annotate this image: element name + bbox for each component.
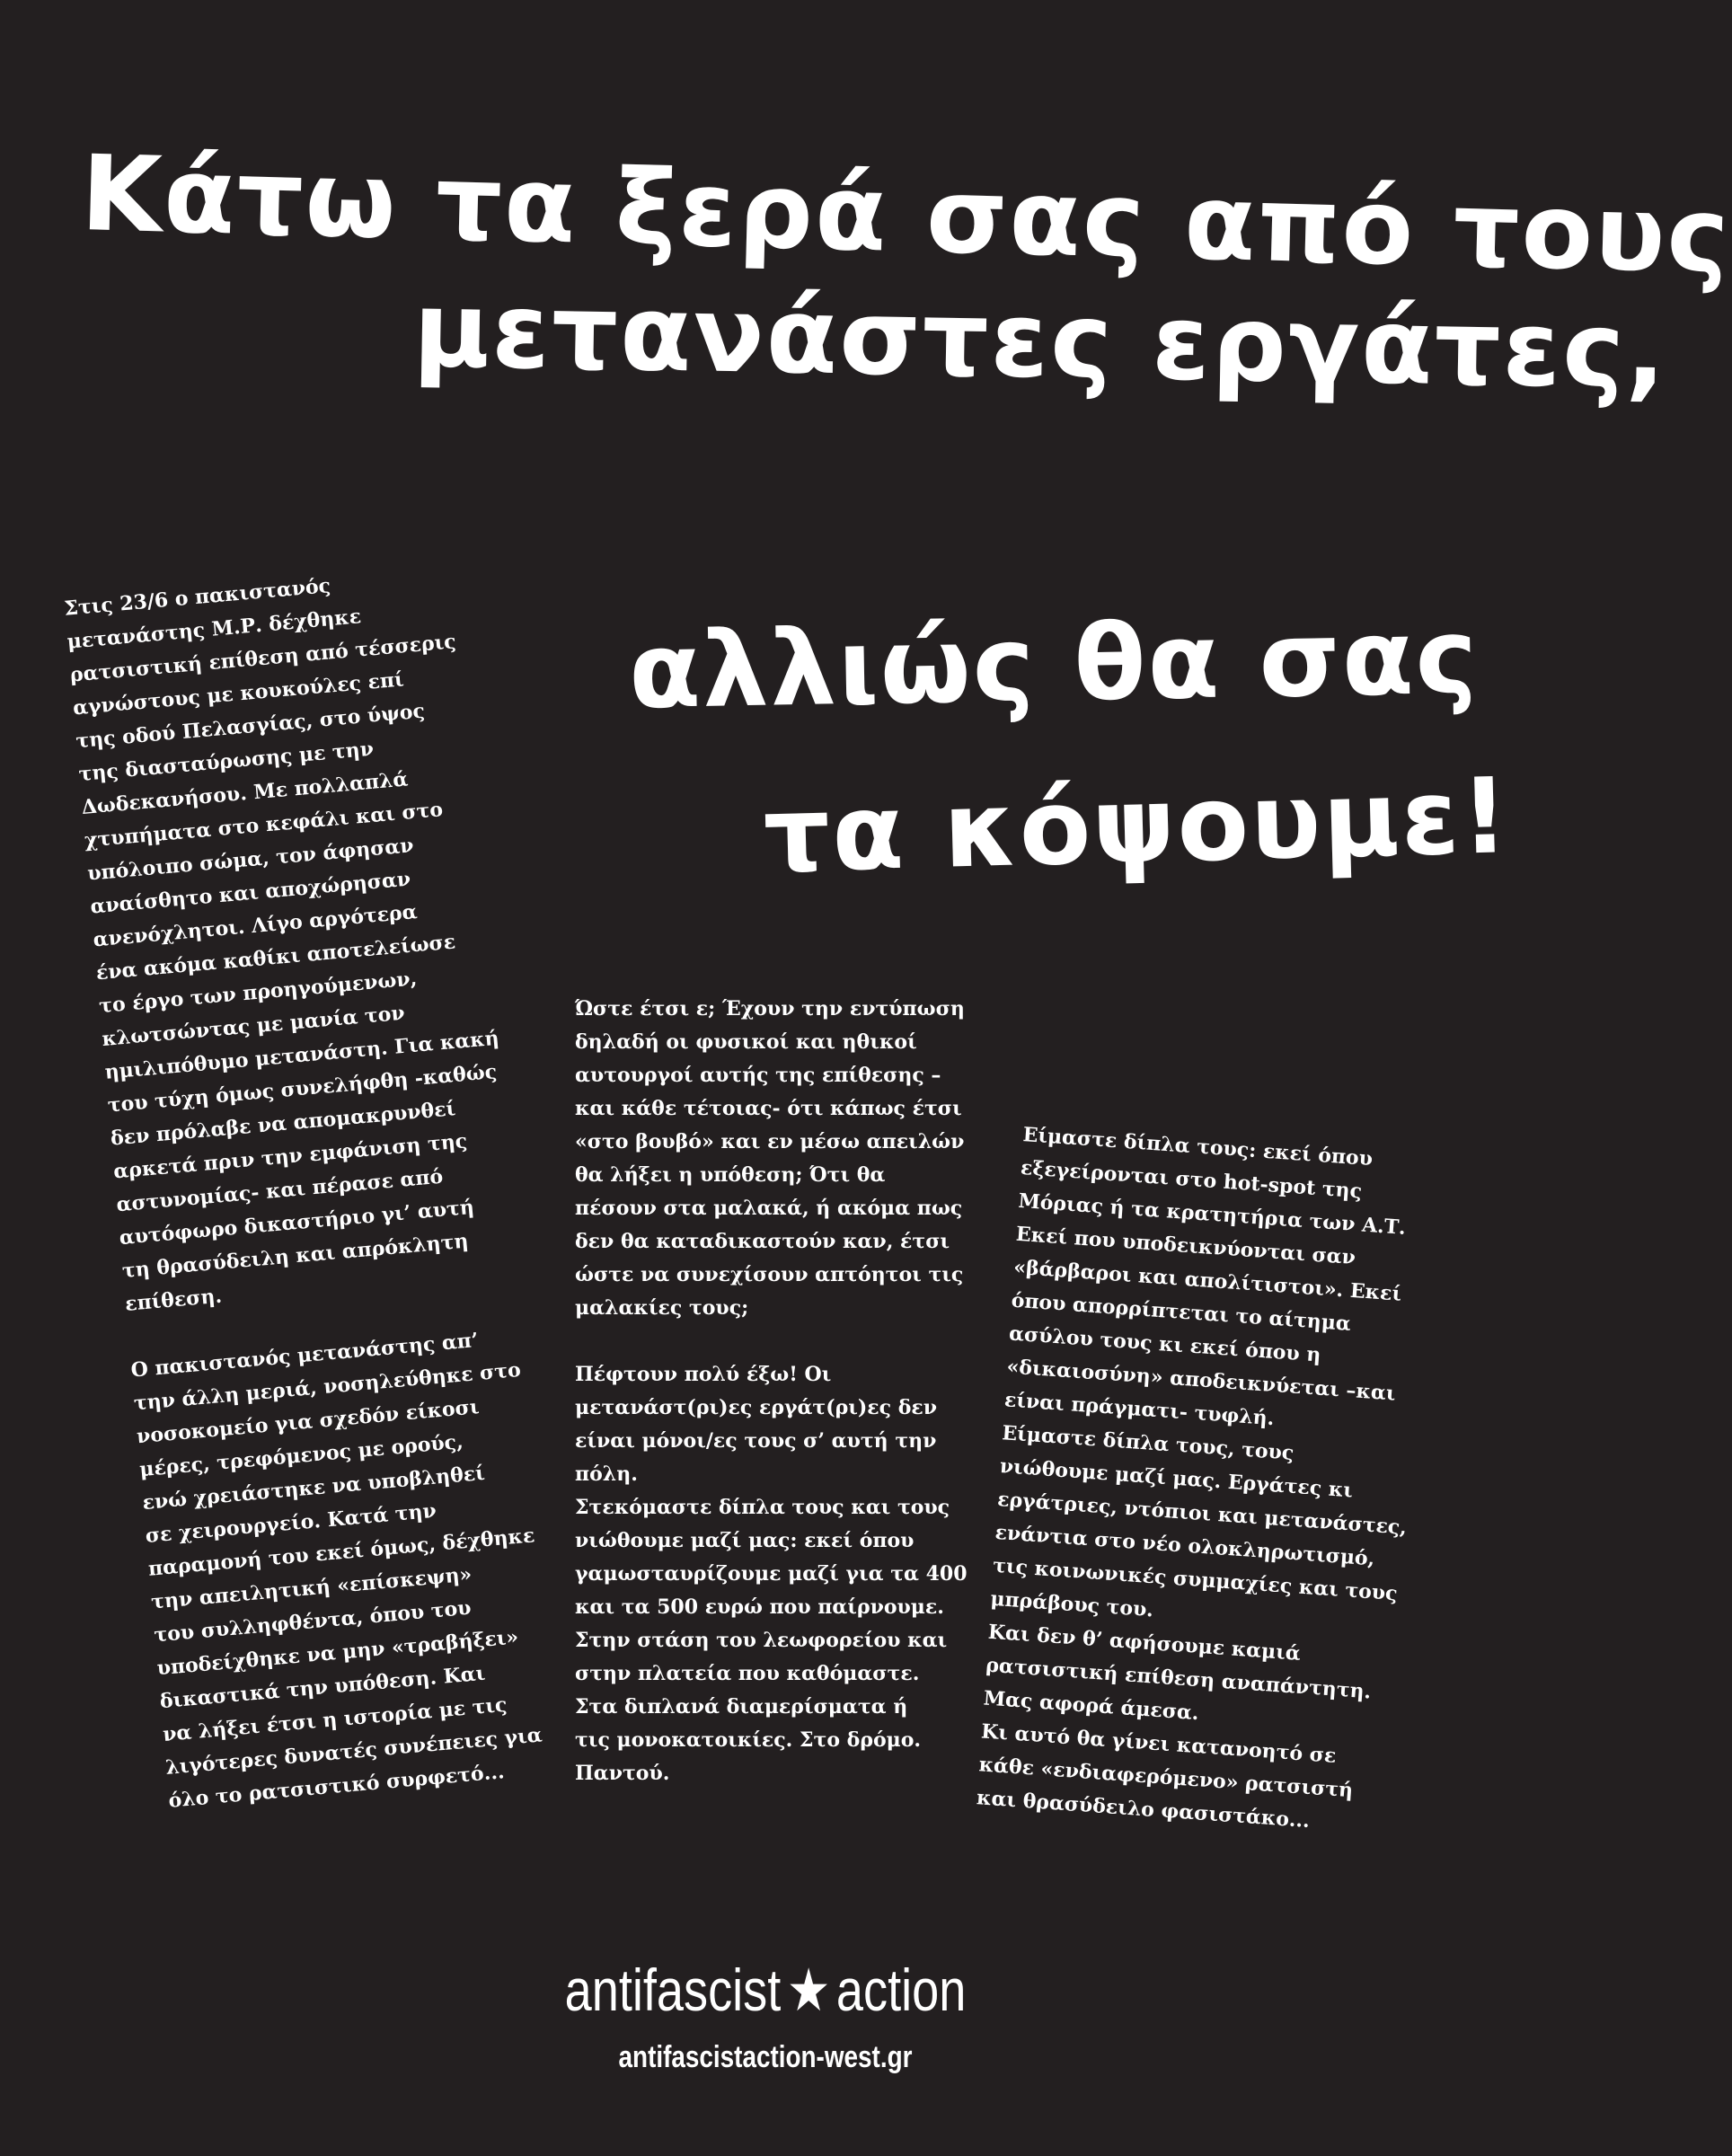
paragraph: Στις 23/6 ο πακιστανός μετανάστης Μ.Ρ. δέχθηκε ρατσιστική επίθεση από τέσσερις αγνώστους με κουκούλες επί της οδού Πελασγίας, στο ύψος της διασταύρωσης με την Δωδεκανήσου. Με πολλαπλά χτυπήματα στο κεφάλι και στο υπόλοιπο σώμα, τον άφησαν αναίσθητο και αποχώρησαν ανενόχλητοι. Λίγο αργότερα ένα ακόμα καθίκι αποτελείωσε το έργο των προηγούμενων, κλωτσώντας με μανία τον ημιλιπόθυμο μετανάστη. Για κακή του τύχη όμως συνελήφθη -καθώς δεν πρόλαβε να απομακρυνθεί αρκετά πριν την εμφάνιση της αστυνομίας- και πέρασε από αυτόφωρο δικαστήριο γι’ αυτή τη θρασύδειλη και απρόκλητη επίθεση. — [63, 574, 500, 1316]
star-icon: ★ — [786, 1957, 831, 2023]
paragraph: Ώστε έτσι ε; Έχουν την εντύπωση δηλαδή οι φυσικοί και ηθικοί αυτουργοί αυτής της επίθεσης – και κάθε τέτοιας- ότι κάπως έτσι «στο βουβό» και εν μέσω απειλών θα λήξει η υπόθεση; Ότι θα πέσουν στα μαλακά, ή ακόμα πως δεν θα καταδικαστούν καν, έτσι ώστε να συνεχίσουν απτόητοι τις μαλακίες τους; — [575, 997, 965, 1320]
paragraph: Πέφτουν πολύ έξω! Οι μετανάστ(ρι)ες εργάτ(ρι)ες δεν είναι μόνοι/ες τους σ’ αυτή την πόλη. Στεκόμαστε δίπλα τους και τους νιώθουμε μαζί μας: εκεί όπου γαμωσταυρίζουμε μαζί για τα 400 και τα 500 ευρώ που παίρνουμε. Στην στάση του λεωφορείου και στην πλατεία που καθόμαστε. Στα διπλανά διαμερίσματα ή τις μονοκατοικίες. Στο δρόμο. Παντού. — [575, 1363, 968, 1785]
logo-text-right: action — [835, 1957, 967, 2023]
headline-line: αλλιώς θα σας — [627, 596, 1480, 733]
paragraph: Είμαστε δίπλα τους: εκεί όπου εξεγείρονται στο hot-spot της Μόριας ή τα κρατητήρια των Α.Τ. Εκεί που υποδεικνύονται σαν «βάρβαροι και απολίτιστοι». Εκεί όπου απορρίπτεται το αίτημα ασύλου τους κι εκεί όπου η «δικαιοσύνη» αποδεικνύεται –και είναι πράγματι- τυφλή. Είμαστε δίπλα τους, τους νιώθουμε μαζί μας. Εργάτες κι εργάτριες, ντόπιοι και μετανάστες, ενάντια στο νέο ολοκληρωτισμό, τις κοινωνικές συμμαχίες και τους μπράβους του. Και δεν θ’ αφήσουμε καμιά ρατσιστική επίθεση αναπάντητη. Μας αφορά άμεσα. Κι αυτό θα γίνει κατανοητό σε κάθε «ενδιαφερόμενο» ρατσιστή και θρασύδειλο φασιστάκο... — [976, 1122, 1408, 1833]
headline-line: Κάτω τα ξερά σας από τους — [79, 132, 1732, 298]
organization-logo — [137, 1954, 1392, 2026]
paragraph: Ο πακιστανός μετανάστης απ’ την άλλη μεριά, νοσηλεύθηκε στο νοσοκομείο για σχεδόν είκοσι μέρες, τρεφόμενος με ορούς, ενώ χρειάστηκε να υποβληθεί σε χειρουργείο. Κατά την παραμονή του εκεί όμως, δέχθηκε την απειλητική «επίσκεψη» του συλληφθέντα, όπου του υποδείχθηκε να μην «τραβήξει» δικαστικά την υπόθεση. Και να λήξει έτσι η ιστορία με τις λιγότερες δυνατές συνέπειες για όλο το ρατσιστικό συρφετό... — [129, 1328, 543, 1813]
logo-text-left: antifascist — [564, 1957, 782, 2023]
text-column-right — [976, 1118, 1454, 1845]
headline-line: τα κόψουμε! — [762, 755, 1512, 897]
headline-line: μετανάστες εργάτες, — [411, 269, 1669, 413]
website-url: antifascistaction-west.gr — [618, 2040, 913, 2074]
text-column-middle — [575, 993, 997, 1790]
text-column-left — [63, 552, 635, 1818]
